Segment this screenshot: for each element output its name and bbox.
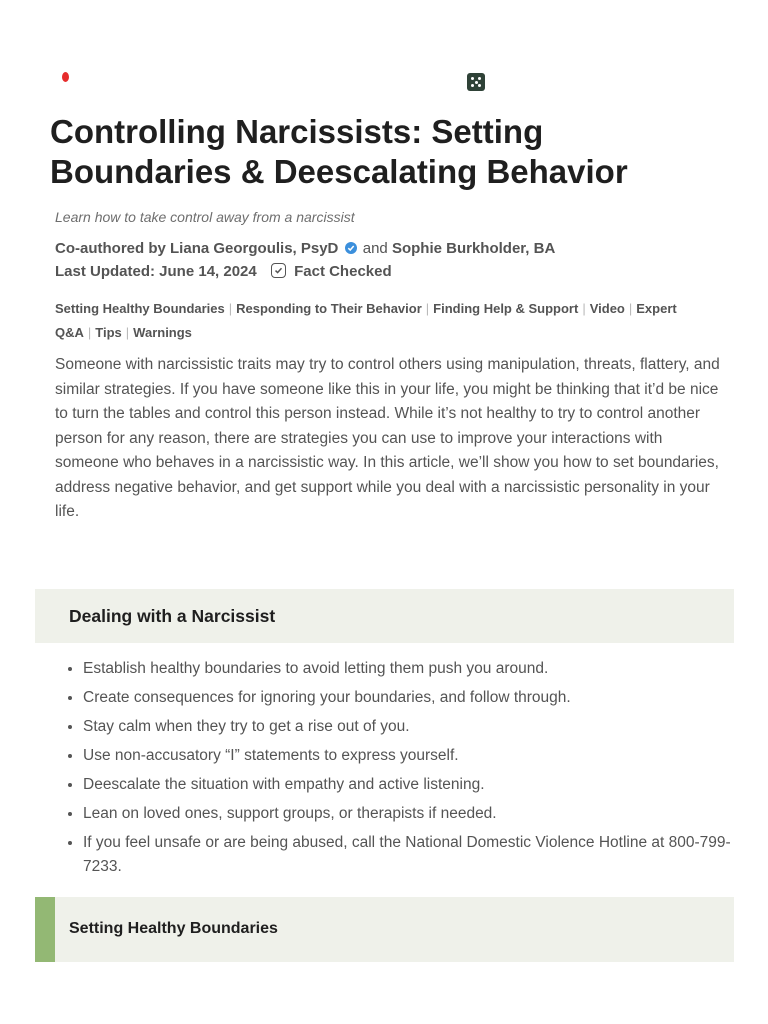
toc-link-warnings[interactable]: Warnings	[133, 325, 192, 340]
toc-link-help-support[interactable]: Finding Help & Support	[433, 301, 579, 316]
fact-checked-label[interactable]: Fact Checked	[294, 263, 392, 280]
list-item: • Create consequences for ignoring your boundaries, and follow through.	[83, 686, 733, 710]
last-updated	[55, 263, 392, 280]
byline	[55, 240, 555, 258]
toc-separator: |	[228, 301, 233, 316]
dice-icon[interactable]	[467, 73, 485, 91]
red-dot-icon	[62, 72, 69, 82]
intro-paragraph: Someone with narcissistic traits may try to control others using manipulation, threats, flattery, and similar strategies. If you have someone like this in your life, you might be thinking that it’d be nice to turn the tables and control this person instead. While it’s not healthy to try to control another person for any reason, there are strategies you can use to improve your interactions with someone who behaves in a narcissistic way. In this article, we’ll show you how to set boundaries, address negative behavior, and get support while you deal with a narcissistic personality in your life.	[55, 356, 720, 520]
article-subtitle: Learn how to take control away from a narcissist	[55, 209, 355, 225]
toc-separator: |	[425, 301, 430, 316]
list-item: • Establish healthy boundaries to avoid letting them push you around.	[83, 657, 733, 681]
toc-link-video[interactable]: Video	[589, 301, 625, 316]
list-item: • If you feel unsafe or are being abused, call the National Domestic Violence Hotline at 800-799-7233.	[83, 831, 733, 879]
page-title: Controlling Narcissists: Setting Boundaries & Deescalating Behavior	[50, 113, 628, 190]
toc-link-expert-qa[interactable]: Expert Q&A	[55, 301, 677, 340]
summary-title: Dealing with a Narcissist	[69, 606, 276, 626]
toc-separator: |	[582, 301, 586, 316]
toc-separator: |	[87, 325, 92, 340]
toc-link-responding[interactable]: Responding to Their Behavior	[236, 301, 422, 316]
section-title: Setting Healthy Boundaries	[69, 920, 278, 937]
author-link-2[interactable]: Sophie Burkholder, BA	[391, 240, 556, 257]
table-of-contents	[55, 297, 715, 345]
list-item: • Deescalate the situation with empathy and active listening.	[83, 773, 733, 797]
last-updated-text: Last Updated: June 14, 2024	[55, 263, 257, 280]
section-accent-bar	[35, 897, 55, 962]
fact-check-icon	[271, 263, 286, 278]
verified-check-icon	[345, 242, 357, 254]
byline-conjunction: and	[362, 240, 388, 257]
toc-link-setting-boundaries[interactable]: Setting Healthy Boundaries	[55, 301, 225, 316]
toc-separator: |	[125, 325, 130, 340]
section-header-box	[35, 897, 734, 962]
summary-list	[65, 657, 733, 884]
list-item: • Stay calm when they try to get a rise out of you.	[83, 715, 733, 739]
toc-separator: |	[628, 301, 633, 316]
author-link-1[interactable]: Liana Georgoulis, PsyD	[170, 240, 339, 257]
list-item: • Use non-accusatory “I” statements to express yourself.	[83, 744, 733, 768]
summary-header-box	[35, 589, 734, 643]
list-item: • Lean on loved ones, support groups, or therapists if needed.	[83, 802, 733, 826]
toc-link-tips[interactable]: Tips	[95, 325, 122, 340]
byline-prefix: Co-authored by	[55, 240, 166, 257]
